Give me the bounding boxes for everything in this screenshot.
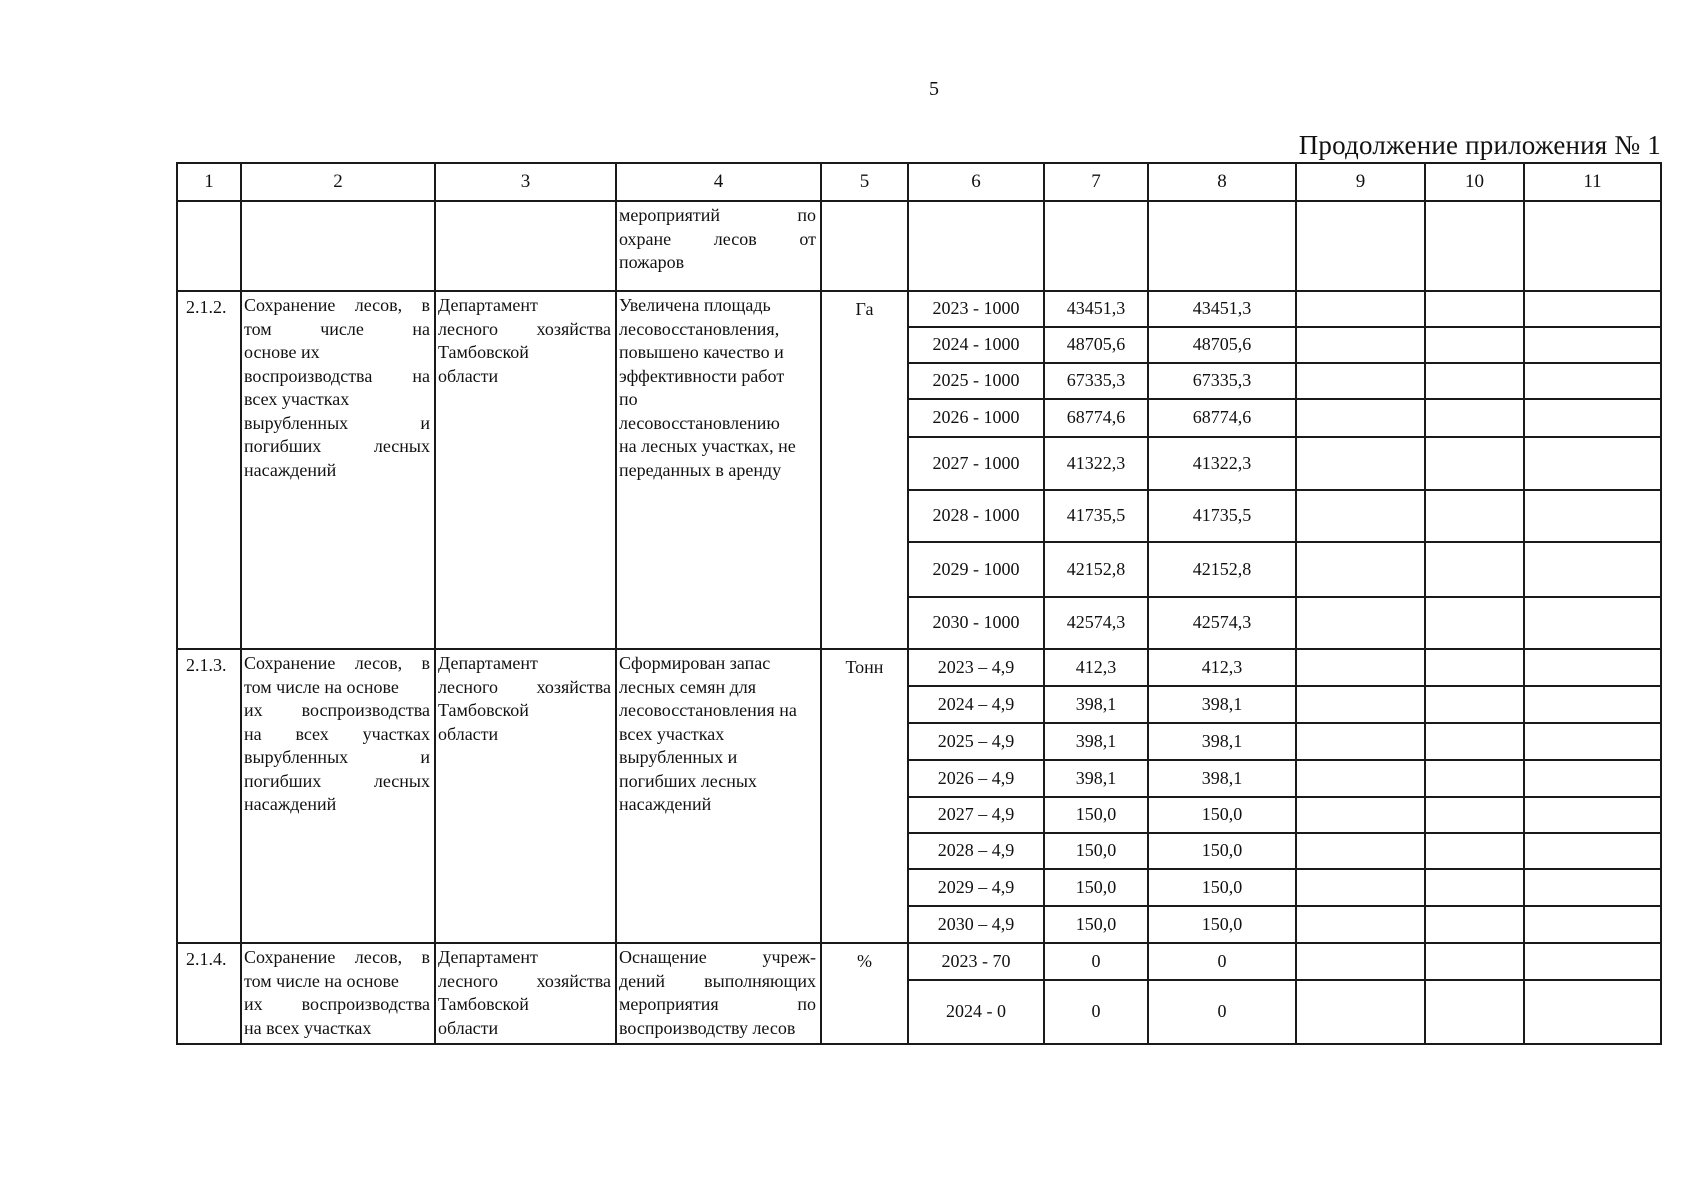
expected-result-line: Оснащение учреж- [619, 947, 816, 967]
table-cell [241, 201, 435, 291]
empty-col-9 [1296, 399, 1425, 437]
responsible-org-line: области [438, 1017, 499, 1038]
empty-col-9 [1296, 980, 1425, 1044]
empty-col-9 [1296, 291, 1425, 327]
value-col-7: 398,1 [1044, 686, 1148, 723]
responsible-org-line: лесного хозяйства [438, 676, 611, 697]
result-line: мероприятий по [619, 205, 816, 225]
item-code: 2.1.3. [177, 649, 241, 943]
item-name-line: на всех участках [244, 1017, 372, 1038]
expected-result-line: лесовосстановления, [619, 318, 780, 339]
empty-col-10 [1425, 686, 1524, 723]
empty-col-10 [1425, 906, 1524, 943]
column-header: 10 [1425, 163, 1524, 201]
table-cell [1044, 201, 1148, 291]
item-name-line: погибших лесных [244, 436, 430, 456]
value-col-8: 68774,6 [1148, 399, 1296, 437]
empty-col-10 [1425, 723, 1524, 760]
value-col-8: 0 [1148, 980, 1296, 1044]
item-name-line: Сохранение лесов, в [244, 947, 430, 967]
year-target: 2025 - 1000 [908, 363, 1044, 399]
empty-col-10 [1425, 980, 1524, 1044]
value-col-7: 150,0 [1044, 797, 1148, 833]
expected-result-line: всех участках [619, 723, 725, 744]
item-name-line: их воспроизводства [244, 700, 430, 720]
empty-col-11 [1524, 869, 1661, 906]
value-col-8: 42574,3 [1148, 597, 1296, 649]
column-header: 9 [1296, 163, 1425, 201]
expected-result-line: насаждений [619, 794, 712, 814]
year-target: 2028 – 4,9 [908, 833, 1044, 869]
empty-col-10 [1425, 760, 1524, 797]
value-col-8: 0 [1148, 943, 1296, 980]
item-name-line: Сохранение лесов, в [244, 295, 430, 315]
value-col-8: 67335,3 [1148, 363, 1296, 399]
result-line: пожаров [619, 252, 685, 272]
empty-col-11 [1524, 686, 1661, 723]
value-col-7: 150,0 [1044, 833, 1148, 869]
item-name-line: основе их [244, 342, 320, 362]
empty-col-10 [1425, 869, 1524, 906]
value-col-8: 150,0 [1148, 906, 1296, 943]
empty-col-9 [1296, 490, 1425, 542]
responsible-org-line: области [438, 723, 499, 744]
responsible-org-line: области [438, 365, 499, 386]
empty-col-10 [1425, 797, 1524, 833]
empty-col-10 [1425, 363, 1524, 399]
column-header: 7 [1044, 163, 1148, 201]
expected-result-line: повышено качество и [619, 342, 784, 362]
year-target: 2028 - 1000 [908, 490, 1044, 542]
value-col-7: 41735,5 [1044, 490, 1148, 542]
item-name-line: Сохранение лесов, в [244, 653, 430, 673]
empty-col-9 [1296, 869, 1425, 906]
unit-of-measure: % [821, 943, 908, 1044]
expected-result-line: дений выполняющих [619, 970, 816, 991]
expected-result-line: переданных в аренду [619, 459, 782, 480]
item-name-line: всех участках [244, 389, 350, 409]
year-target: 2023 - 70 [908, 943, 1044, 980]
value-col-8: 150,0 [1148, 833, 1296, 869]
unit-of-measure: Тонн [821, 649, 908, 943]
value-col-7: 43451,3 [1044, 291, 1148, 327]
empty-col-9 [1296, 597, 1425, 649]
responsible-org-line: Тамбовской [438, 700, 529, 720]
expected-result-line: лесовосстановлению [619, 412, 780, 433]
result-line: охране лесов от [619, 228, 816, 249]
expected-result [616, 649, 821, 943]
year-target: 2030 – 4,9 [908, 906, 1044, 943]
year-target: 2027 - 1000 [908, 437, 1044, 490]
expected-result-line: мероприятия по [619, 994, 816, 1014]
responsible-org-line: Департамент [438, 295, 538, 315]
expected-result-line: по [619, 389, 638, 409]
empty-col-11 [1524, 980, 1661, 1044]
responsible-org [435, 649, 616, 943]
appendix-table [176, 162, 1662, 1045]
column-header: 4 [616, 163, 821, 201]
year-target: 2027 – 4,9 [908, 797, 1044, 833]
item-name-line: вырубленных и [244, 412, 430, 433]
empty-col-10 [1425, 649, 1524, 686]
empty-col-10 [1425, 327, 1524, 363]
year-target: 2024 – 4,9 [908, 686, 1044, 723]
value-col-7: 42152,8 [1044, 542, 1148, 597]
empty-col-9 [1296, 649, 1425, 686]
item-name [241, 291, 435, 649]
empty-col-11 [1524, 833, 1661, 869]
empty-col-10 [1425, 437, 1524, 490]
empty-col-9 [1296, 760, 1425, 797]
empty-col-11 [1524, 597, 1661, 649]
year-target: 2024 - 1000 [908, 327, 1044, 363]
table-cell [435, 201, 616, 291]
table-row [177, 649, 1661, 686]
value-col-8: 150,0 [1148, 797, 1296, 833]
value-col-7: 150,0 [1044, 906, 1148, 943]
expected-result [616, 943, 821, 1044]
expected-result-line: вырубленных и [619, 747, 738, 767]
table-cell [1524, 201, 1661, 291]
expected-result-line: Увеличена площадь [619, 295, 771, 315]
unit-of-measure: Га [821, 291, 908, 649]
table-cell [1296, 201, 1425, 291]
item-name [241, 943, 435, 1044]
responsible-org-line: Департамент [438, 653, 538, 673]
continuation-row [177, 201, 1661, 291]
empty-col-11 [1524, 943, 1661, 980]
table-row [177, 943, 1661, 980]
empty-col-11 [1524, 327, 1661, 363]
value-col-7: 398,1 [1044, 723, 1148, 760]
empty-col-9 [1296, 327, 1425, 363]
year-target: 2030 - 1000 [908, 597, 1044, 649]
column-header: 11 [1524, 163, 1661, 201]
empty-col-9 [1296, 723, 1425, 760]
empty-col-10 [1425, 597, 1524, 649]
responsible-org [435, 943, 616, 1044]
empty-col-9 [1296, 833, 1425, 869]
item-name-line: насаждений [244, 459, 337, 480]
empty-col-10 [1425, 943, 1524, 980]
item-code: 2.1.2. [177, 291, 241, 649]
expected-result-line: эффективности работ [619, 365, 785, 386]
item-name-line: погибших лесных [244, 770, 430, 791]
empty-col-11 [1524, 363, 1661, 399]
value-col-8: 42152,8 [1148, 542, 1296, 597]
empty-col-11 [1524, 399, 1661, 437]
header-row [177, 163, 1661, 201]
year-target: 2024 - 0 [908, 980, 1044, 1044]
empty-col-10 [1425, 542, 1524, 597]
value-col-7: 0 [1044, 980, 1148, 1044]
year-target: 2025 – 4,9 [908, 723, 1044, 760]
column-header: 8 [1148, 163, 1296, 201]
column-header: 2 [241, 163, 435, 201]
value-col-8: 398,1 [1148, 686, 1296, 723]
expected-result [616, 291, 821, 649]
expected-result-line: лесных семян для [619, 676, 757, 697]
value-col-8: 41322,3 [1148, 437, 1296, 490]
empty-col-11 [1524, 542, 1661, 597]
column-header: 3 [435, 163, 616, 201]
table-cell [1425, 201, 1524, 291]
value-col-7: 398,1 [1044, 760, 1148, 797]
expected-result-line: воспроизводству лесов [619, 1017, 796, 1038]
responsible-org-line: Департамент [438, 947, 538, 967]
year-target: 2023 - 1000 [908, 291, 1044, 327]
item-name-line: воспроизводства на [244, 365, 430, 386]
expected-result-line: на лесных участках, не [619, 436, 796, 456]
continuation-title: Продолжение приложения № 1 [1298, 130, 1661, 160]
item-name-line: вырубленных и [244, 747, 430, 767]
item-name-line: том числе на основе [244, 676, 399, 697]
responsible-org-line: Тамбовской [438, 994, 529, 1014]
column-header: 6 [908, 163, 1044, 201]
empty-col-10 [1425, 399, 1524, 437]
responsible-org-line: лесного хозяйства [438, 318, 611, 339]
empty-col-10 [1425, 490, 1524, 542]
table-cell [821, 201, 908, 291]
empty-col-11 [1524, 490, 1661, 542]
empty-col-11 [1524, 760, 1661, 797]
item-name-line: на всех участках [244, 723, 430, 744]
responsible-org [435, 291, 616, 649]
empty-col-11 [1524, 906, 1661, 943]
empty-col-9 [1296, 906, 1425, 943]
responsible-org-line: лесного хозяйства [438, 970, 611, 991]
empty-col-9 [1296, 437, 1425, 490]
table-cell [177, 201, 241, 291]
table-cell [908, 201, 1044, 291]
value-col-8: 43451,3 [1148, 291, 1296, 327]
column-header: 5 [821, 163, 908, 201]
year-target: 2026 – 4,9 [908, 760, 1044, 797]
value-col-8: 41735,5 [1148, 490, 1296, 542]
value-col-8: 150,0 [1148, 869, 1296, 906]
empty-col-9 [1296, 797, 1425, 833]
page-number: 5 [929, 78, 939, 100]
table-row [177, 291, 1661, 327]
empty-col-11 [1524, 723, 1661, 760]
item-name [241, 649, 435, 943]
result-cell [616, 201, 821, 291]
year-target: 2023 – 4,9 [908, 649, 1044, 686]
item-name-line: их воспроизводства [244, 994, 430, 1014]
year-target: 2026 - 1000 [908, 399, 1044, 437]
expected-result-line: погибших лесных [619, 770, 757, 791]
empty-col-11 [1524, 437, 1661, 490]
year-target: 2029 - 1000 [908, 542, 1044, 597]
empty-col-9 [1296, 943, 1425, 980]
expected-result-line: лесовосстановления на [619, 700, 797, 720]
table-cell [1148, 201, 1296, 291]
value-col-7: 48705,6 [1044, 327, 1148, 363]
value-col-7: 67335,3 [1044, 363, 1148, 399]
value-col-7: 42574,3 [1044, 597, 1148, 649]
year-target: 2029 – 4,9 [908, 869, 1044, 906]
value-col-7: 68774,6 [1044, 399, 1148, 437]
item-code: 2.1.4. [177, 943, 241, 1044]
value-col-8: 398,1 [1148, 760, 1296, 797]
value-col-7: 0 [1044, 943, 1148, 980]
value-col-8: 412,3 [1148, 649, 1296, 686]
empty-col-10 [1425, 833, 1524, 869]
empty-col-9 [1296, 542, 1425, 597]
item-name-line: насаждений [244, 794, 337, 814]
empty-col-11 [1524, 649, 1661, 686]
value-col-7: 41322,3 [1044, 437, 1148, 490]
column-header: 1 [177, 163, 241, 201]
value-col-8: 398,1 [1148, 723, 1296, 760]
item-name-line: том числе на [244, 318, 430, 339]
value-col-7: 150,0 [1044, 869, 1148, 906]
value-col-7: 412,3 [1044, 649, 1148, 686]
value-col-8: 48705,6 [1148, 327, 1296, 363]
expected-result-line: Сформирован запас [619, 653, 771, 673]
empty-col-11 [1524, 797, 1661, 833]
empty-col-9 [1296, 686, 1425, 723]
empty-col-10 [1425, 291, 1524, 327]
empty-col-9 [1296, 363, 1425, 399]
empty-col-11 [1524, 291, 1661, 327]
item-name-line: том числе на основе [244, 970, 399, 991]
responsible-org-line: Тамбовской [438, 342, 529, 362]
